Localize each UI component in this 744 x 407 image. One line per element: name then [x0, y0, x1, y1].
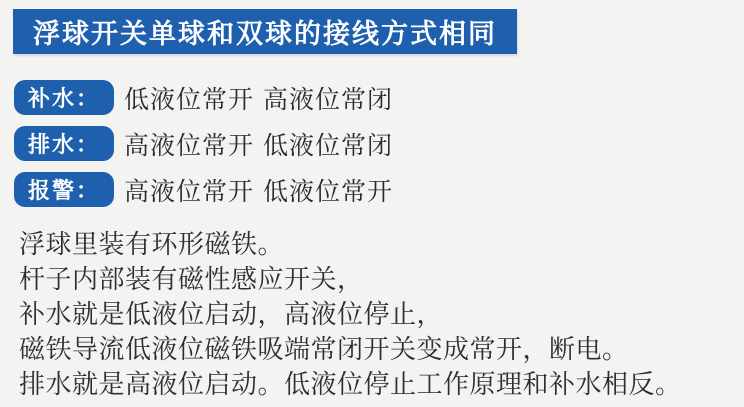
rule-row-alarm: [14, 172, 393, 207]
rule-row-water-fill: [14, 80, 393, 115]
header-banner: [13, 9, 517, 54]
explanation-line: 排水就是高液位启动。低液位停止工作原理和补水相反。: [19, 370, 682, 400]
explanation-paragraph: [19, 228, 682, 403]
rule-row-drain: [14, 126, 393, 161]
explanation-line: 磁铁导流低液位磁铁吸端常闭开关变成常开，断电。: [19, 335, 629, 365]
explanation-line: 杆子内部装有磁性感应开关，: [19, 265, 364, 295]
page-title: 浮球开关单球和双球的接线方式相同: [33, 19, 497, 50]
rule-description-alarm: 高液位常开 低液位常开: [124, 176, 393, 206]
explanation-line: 浮球里装有环形磁铁。: [19, 230, 285, 260]
rule-description-water-fill: 低液位常开 高液位常闭: [124, 84, 393, 114]
rule-badge-alarm: 报警：: [14, 172, 114, 207]
explanation-line: 补水就是低液位启动，高液位停止，: [19, 300, 444, 330]
rule-badge-drain: 排水：: [14, 126, 114, 161]
rule-description-drain: 高液位常开 低液位常闭: [124, 130, 393, 160]
wiring-rules-list: [14, 80, 393, 218]
rule-badge-water-fill: 补水：: [14, 80, 114, 115]
